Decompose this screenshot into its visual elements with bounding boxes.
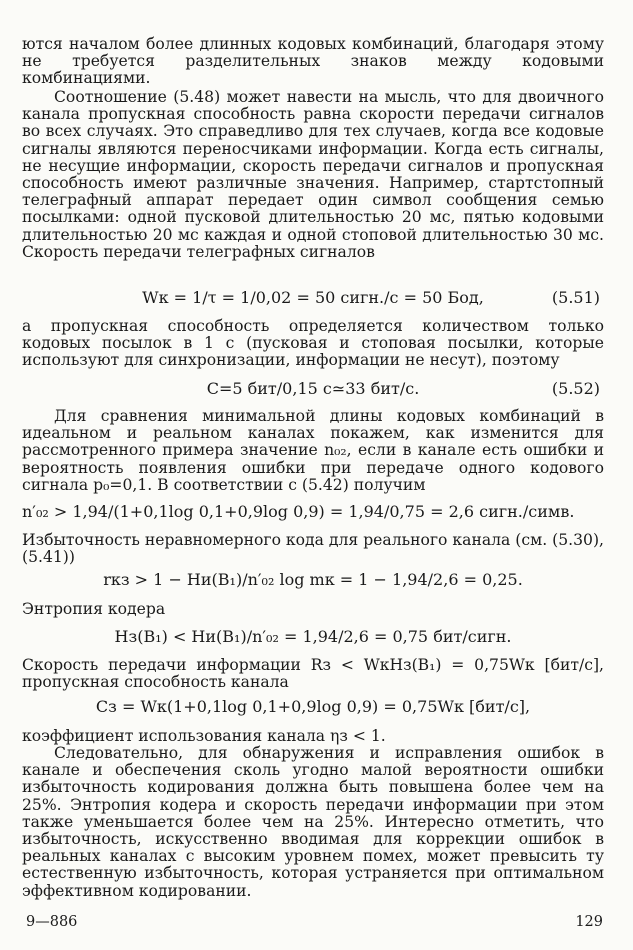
paragraph-1: ются началом более длинных кодовых комбинаций, благодаря этому не требуется разделительных знаков между кодовыми комбинациями. <box>22 35 604 88</box>
equation-5-52 <box>22 380 604 398</box>
equation-5-51 <box>22 289 604 307</box>
paragraph-9: Следовательно, для обнаружения и исправления ошибок в канале и обеспечения сколь угодно малой вероятности ошибки избыточность кодирования должна быть повышена более чем на 25%. Энтропия кодера и скорость передачи информации при этом также уменьшается более чем на 25%. Интересно отметить, что избыточность, искусственно вводимая для коррекции ошибок в реальных каналах с высоким уровнем помех, может превысить ту естественную избыточность, которая устраняется при оптимальном эффективном кодировании. <box>22 744 604 900</box>
signature-mark: 9—886 <box>26 914 78 930</box>
equation-entropy <box>22 628 604 646</box>
page-number: 129 <box>575 914 603 930</box>
paragraph-5: Избыточность неравномерного кода для реального канала (см. (5.30), (5.41)) <box>22 531 605 567</box>
paragraph-2: Соотношение (5.48) может навести на мысль, что для двоичного канала пропускная способность равна скорости передачи сигналов во всех случаях. Это справедливо для тех случаев, когда все кодовые сигналы являются переносчиками информации. Когда есть сигналы, не несущие информации, скорость передачи сигналов и пропускная способность имеют различные значения. Например, стартстопный телеграфный аппарат передает один символ сообщения семью посылками: одной пусковой длительностью 20 мс, пятью кодовыми длительностью 20 мс каждая и одной стоповой длительностью 30 мс. Скорость передачи телеграфных сигналов <box>22 88 604 261</box>
equation-5-52-body: C=5 бит/0,15 с≃33 бит/с. <box>206 379 420 398</box>
paragraph-4: Для сравнения минимальной длины кодовых комбинаций в идеальном и реальном каналах покажем, как изменится для рассмотренного примера значение n₀₂, если в канале есть ошибки и вероятность появления ошибки при передаче одного кодового сигнала p₀=0,1. В соответствии с (5.42) получим <box>22 407 604 494</box>
equation-5-51-number: (5.51) <box>551 288 600 307</box>
equation-redundancy <box>22 571 604 589</box>
equation-capacity <box>22 698 604 716</box>
equation-entropy-body: Hз(B₁) < Hи(B₁)/n′₀₂ = 1,94/2,6 = 0,75 бит/сигн. <box>114 627 512 646</box>
paragraph-8: коэффициент использования канала ηз < 1. <box>22 727 386 745</box>
equation-5-52-number: (5.52) <box>551 379 600 398</box>
equation-capacity-body: Cз = Wк(1+0,1log 0,1+0,9log 0,9) = 0,75Wк [бит/с], <box>95 697 531 716</box>
equation-redundancy-body: rкз > 1 − Hи(B₁)/n′₀₂ log mк = 1 − 1,94/2,6 = 0,25. <box>103 570 523 589</box>
equation-n02-body: n′₀₂ > 1,94/(1+0,1log 0,1+0,9log 0,9) = 1,94/0,75 = 2,6 сигн./симв. <box>22 502 575 521</box>
paragraph-6: Энтропия кодера <box>22 600 166 618</box>
paragraph-3: а пропускная способность определяется количеством только кодовых посылок в 1 с (пусковая и стоповая посылки, которые используют для синхронизации, информации не несут), поэтому <box>22 317 604 370</box>
paragraph-7: Скорость передачи информации Rз < WкHз(B₁) = 0,75Wк [бит/с], пропускная способность канала <box>22 656 604 692</box>
equation-5-51-body: Wк = 1/τ = 1/0,02 = 50 сигн./с = 50 Бод, <box>142 288 484 307</box>
equation-n02 <box>22 503 604 521</box>
